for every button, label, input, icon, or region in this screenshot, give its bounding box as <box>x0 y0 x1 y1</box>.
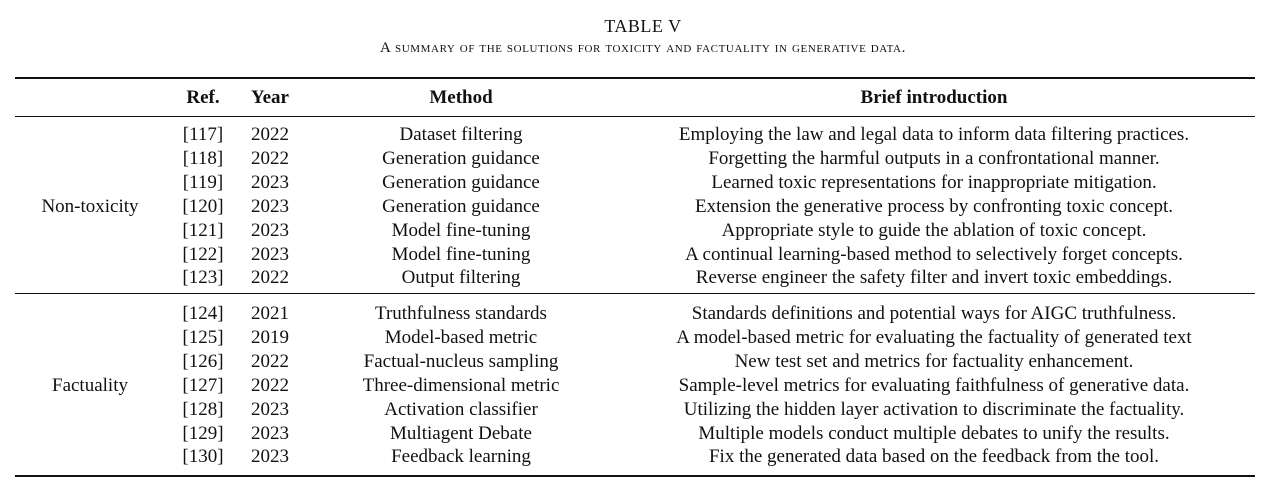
method-cell: Generation guidance <box>382 172 540 193</box>
ref-cell: [124] <box>182 303 224 324</box>
method-cell: Dataset filtering <box>399 124 523 145</box>
ref-cell: [126] <box>182 351 224 372</box>
method-cell: Model fine-tuning <box>391 220 531 241</box>
ref-cell: [130] <box>182 446 224 467</box>
year-cell: 2023 <box>251 220 289 241</box>
year-cell: 2023 <box>251 196 289 217</box>
method-cell: Output filtering <box>401 267 521 288</box>
brief-introduction-cell: Learned toxic representations for inappropriate mitigation. <box>711 172 1157 193</box>
brief-introduction-cell: Multiple models conduct multiple debates to unify the results. <box>698 423 1170 444</box>
brief-introduction-cell: Standards definitions and potential ways for AIGC truthfulness. <box>691 303 1177 324</box>
category-label: Non-toxicity <box>41 196 139 217</box>
category-label: Factuality <box>52 375 128 396</box>
brief-introduction-cell: Reverse engineer the safety filter and invert toxic embeddings. <box>695 267 1173 288</box>
brief-introduction-cell: Employing the law and legal data to inform data filtering practices. <box>678 124 1190 145</box>
ref-cell: [127] <box>182 375 224 396</box>
bottom-rule <box>15 475 1255 477</box>
brief-introduction-cell: Utilizing the hidden layer activation to discriminate the factuality. <box>683 399 1185 420</box>
ref-cell: [122] <box>182 244 224 265</box>
header-year: Year <box>251 87 289 108</box>
ref-cell: [119] <box>182 172 224 193</box>
ref-cell: [125] <box>182 327 224 348</box>
ref-cell: [117] <box>182 124 224 145</box>
method-cell: Model fine-tuning <box>391 244 531 265</box>
method-cell: Model-based metric <box>384 327 538 348</box>
brief-introduction-cell: A continual learning-based method to selectively forget concepts. <box>685 244 1183 265</box>
year-cell: 2023 <box>251 423 289 444</box>
group-separator-rule <box>15 293 1255 294</box>
year-cell: 2023 <box>251 172 289 193</box>
brief-introduction-cell: Sample-level metrics for evaluating faithfulness of generative data. <box>678 375 1190 396</box>
table-caption-subtitle: A summary of the solutions for toxicity and factuality in generative data. <box>380 40 906 56</box>
header-method: Method <box>429 87 493 108</box>
ref-cell: [128] <box>182 399 224 420</box>
year-cell: 2022 <box>251 375 289 396</box>
method-cell: Generation guidance <box>382 148 540 169</box>
brief-introduction-cell: Appropriate style to guide the ablation of toxic concept. <box>721 220 1147 241</box>
brief-introduction-cell: A model-based metric for evaluating the factuality of generated text <box>676 327 1192 348</box>
brief-introduction-cell: Forgetting the harmful outputs in a confrontational manner. <box>708 148 1160 169</box>
year-cell: 2019 <box>251 327 289 348</box>
year-cell: 2022 <box>251 148 289 169</box>
brief-introduction-cell: New test set and metrics for factuality enhancement. <box>734 351 1134 372</box>
brief-introduction-cell: Extension the generative process by confronting toxic concept. <box>694 196 1173 217</box>
top-rule <box>15 77 1255 79</box>
ref-cell: [120] <box>182 196 224 217</box>
brief-introduction-cell: Fix the generated data based on the feedback from the tool. <box>708 446 1160 467</box>
ref-cell: [129] <box>182 423 224 444</box>
ref-cell: [121] <box>182 220 224 241</box>
method-cell: Feedback learning <box>391 446 531 467</box>
header-rule <box>15 116 1255 117</box>
method-cell: Generation guidance <box>382 196 540 217</box>
method-cell: Factual-nucleus sampling <box>363 351 559 372</box>
header-ref: Ref. <box>186 87 220 108</box>
table-caption-title: TABLE V <box>604 16 682 36</box>
year-cell: 2022 <box>251 267 289 288</box>
header-brief-introduction: Brief introduction <box>860 87 1008 108</box>
year-cell: 2023 <box>251 244 289 265</box>
year-cell: 2022 <box>251 124 289 145</box>
method-cell: Truthfulness standards <box>375 303 547 324</box>
year-cell: 2022 <box>251 351 289 372</box>
ref-cell: [123] <box>182 267 224 288</box>
ref-cell: [118] <box>182 148 224 169</box>
year-cell: 2021 <box>251 303 289 324</box>
year-cell: 2023 <box>251 399 289 420</box>
year-cell: 2023 <box>251 446 289 467</box>
method-cell: Multiagent Debate <box>390 423 532 444</box>
method-cell: Activation classifier <box>384 399 538 420</box>
method-cell: Three-dimensional metric <box>362 375 560 396</box>
